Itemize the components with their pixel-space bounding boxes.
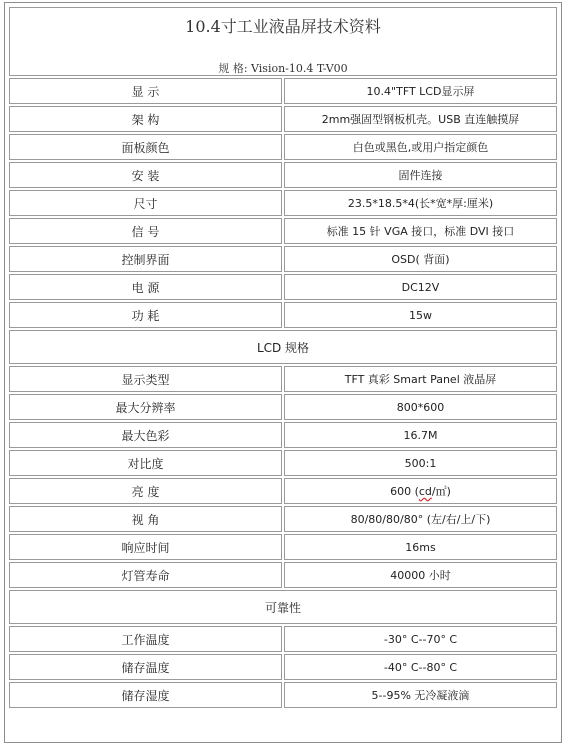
spec-line: 规 格: Vision-10.4 T-V00 (218, 62, 348, 75)
row-label: 最大分辨率 (9, 394, 282, 420)
row-label: 储存湿度 (9, 682, 282, 708)
spec-table (7, 5, 559, 710)
row-label: 信 号 (9, 218, 282, 244)
row-value: 15w (284, 302, 557, 328)
spec-row-viewing-angle (9, 506, 557, 532)
title-cell (9, 7, 557, 76)
row-value (284, 478, 557, 504)
spec-row-mounting (9, 162, 557, 188)
row-label: 视 角 (9, 506, 282, 532)
brightness-unit-suffix: /㎡) (431, 485, 451, 498)
row-label: 工作温度 (9, 626, 282, 652)
row-value: 10.4"TFT LCD显示屏 (284, 78, 557, 104)
row-value: 标准 15 针 VGA 接口，标准 DVI 接口 (284, 218, 557, 244)
spec-row-panel-color (9, 134, 557, 160)
row-value: -40° C--80° C (284, 654, 557, 680)
spec-row-storage-temp (9, 654, 557, 680)
section-heading-lcd: LCD 规格 (9, 330, 557, 364)
row-label: 亮 度 (9, 478, 282, 504)
row-value: -30° C--70° C (284, 626, 557, 652)
row-label: 显 示 (9, 78, 282, 104)
row-value: 80/80/80/80° (左/右/上/下) (284, 506, 557, 532)
spec-row-lamp-life (9, 562, 557, 588)
spec-row-dimensions (9, 190, 557, 216)
row-label: 尺寸 (9, 190, 282, 216)
row-label: 显示类型 (9, 366, 282, 392)
spec-row-storage-humidity (9, 682, 557, 708)
spec-row-control (9, 246, 557, 272)
spec-row-colors (9, 422, 557, 448)
row-value: 固件连接 (284, 162, 557, 188)
row-label: 安 装 (9, 162, 282, 188)
row-label: 对比度 (9, 450, 282, 476)
spec-row-operating-temp (9, 626, 557, 652)
row-label: 电 源 (9, 274, 282, 300)
row-value: TFT 真彩 Smart Panel 液晶屏 (284, 366, 557, 392)
row-value: 23.5*18.5*4(长*宽*厚:厘米) (284, 190, 557, 216)
row-value: 16.7M (284, 422, 557, 448)
row-label: 储存温度 (9, 654, 282, 680)
section-heading-reliability: 可靠性 (9, 590, 557, 624)
spec-row-power-consumption (9, 302, 557, 328)
spec-row-display (9, 78, 557, 104)
row-value: 白色或黑色,或用户指定颜色 (284, 134, 557, 160)
brightness-unit-squiggle: cd (418, 485, 432, 498)
spec-row-contrast (9, 450, 557, 476)
spec-row-resolution (9, 394, 557, 420)
row-label: 功 耗 (9, 302, 282, 328)
row-label: 架 构 (9, 106, 282, 132)
row-label: 响应时间 (9, 534, 282, 560)
row-value: 800*600 (284, 394, 557, 420)
row-label: 灯管寿命 (9, 562, 282, 588)
spec-row-structure (9, 106, 557, 132)
row-value: 2mm强固型钢板机壳。USB 直连触摸屏 (284, 106, 557, 132)
row-value: DC12V (284, 274, 557, 300)
row-value: 5--95% 无冷凝液滴 (284, 682, 557, 708)
brightness-value: 600 ( (390, 485, 419, 498)
row-value: 500:1 (284, 450, 557, 476)
row-label: 面板颜色 (9, 134, 282, 160)
spec-row-brightness (9, 478, 557, 504)
doc-title: 10.4寸工业液晶屏技术资料 (185, 17, 381, 36)
spec-row-display-type (9, 366, 557, 392)
row-label: 控制界面 (9, 246, 282, 272)
spec-row-power-supply (9, 274, 557, 300)
spec-row-response-time (9, 534, 557, 560)
row-value: 16ms (284, 534, 557, 560)
row-value: OSD( 背面) (284, 246, 557, 272)
spec-row-signal (9, 218, 557, 244)
row-label: 最大色彩 (9, 422, 282, 448)
spec-document (4, 2, 562, 743)
row-value: 40000 小时 (284, 562, 557, 588)
